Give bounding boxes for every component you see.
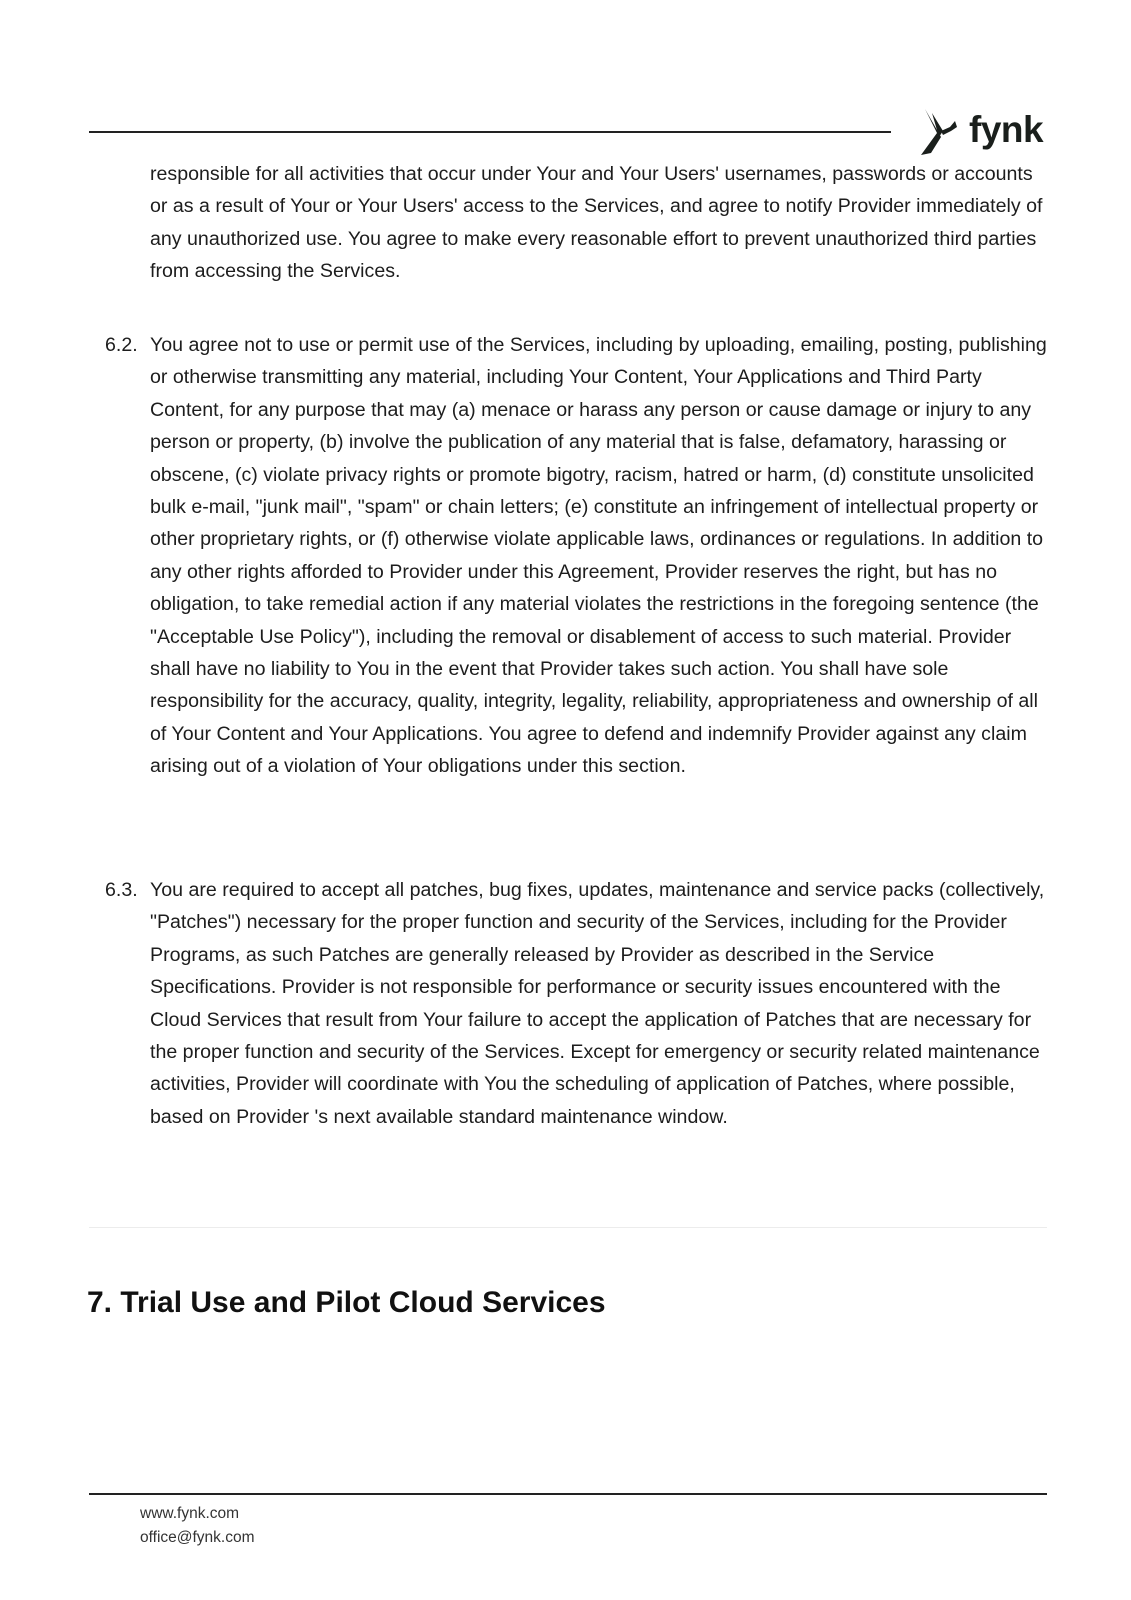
item-text-6-3: You are required to accept all patches, bug fixes, updates, maintenance and service packs (collectively, "Patches") necessary for the proper function and security of the Services, including for the Provider Programs, as such Patches are generally released by Provider as described in the Service Specifications. Provider is not responsible for performance or security issues encountered with the Cloud Services that result from Your failure to accept the application of Patches that are necessary for the proper function and security of the Services. Except for emergency or security related maintenance activities, Provider will coordinate with You the scheduling of application of Patches, where possible, based on Provider 's next available standard maintenance window.: [150, 879, 1045, 1128]
footer-website: www.fynk.com: [140, 1505, 240, 1522]
item-number-6-2: 6.2.: [105, 334, 138, 356]
item-text-6-2: You agree not to use or permit use of the Services, including by uploading, emailing, posting, publishing or otherwise transmitting any material, including Your Content, Your Applications and Third Party Content, for any purpose that may (a) menace or harass any person or cause damage or injury to any person or property, (b) involve the publication of any material that is false, defamatory, harassing or obscene, (c) violate privacy rights or promote bigotry, racism, hatred or harm, (d) constitute unsolicited bulk e-mail, "junk mail", "spam" or chain letters; (e) constitute an infringement of intellectual property or other proprietary rights, or (f) otherwise violate applicable laws, ordinances or regulations. In addition to any other rights afforded to Provider under this Agreement, Provider reserves the right, but has no obligation, to take remedial action if any material violates the restrictions in the foregoing sentence (the "Acceptable Use Policy"), including the removal or disablement of access to such material. Provider shall have no liability to You in the event that Provider takes such action. You shall have sole responsibility for the accuracy, quality, integrity, legality, reliability, appropriateness and ownership of all of Your Content and Your Applications. You agree to defend and indemnify Provider against any claim arising out of a violation of Your obligations under this section.: [150, 334, 1047, 778]
footer-email: office@fynk.com: [140, 1529, 255, 1546]
header-rule: [89, 131, 891, 133]
continued-paragraph: responsible for all activities that occur under Your and Your Users' usernames, passwords or accounts or as a result of Your or Your Users' access to the Services, and agree to notify Provider immediately of any unauthorized use. You agree to make every reasonable effort to prevent unauthorized third parties from accessing the Services.: [150, 163, 1043, 283]
brand-name: fynk: [969, 109, 1044, 150]
section-divider: [89, 1227, 1047, 1228]
footer-rule: [89, 1493, 1047, 1495]
item-number-6-3: 6.3.: [105, 879, 138, 901]
bird-icon: [917, 107, 963, 157]
section-heading: 7. Trial Use and Pilot Cloud Services: [87, 1286, 606, 1319]
fynk-logo: [917, 104, 1047, 160]
